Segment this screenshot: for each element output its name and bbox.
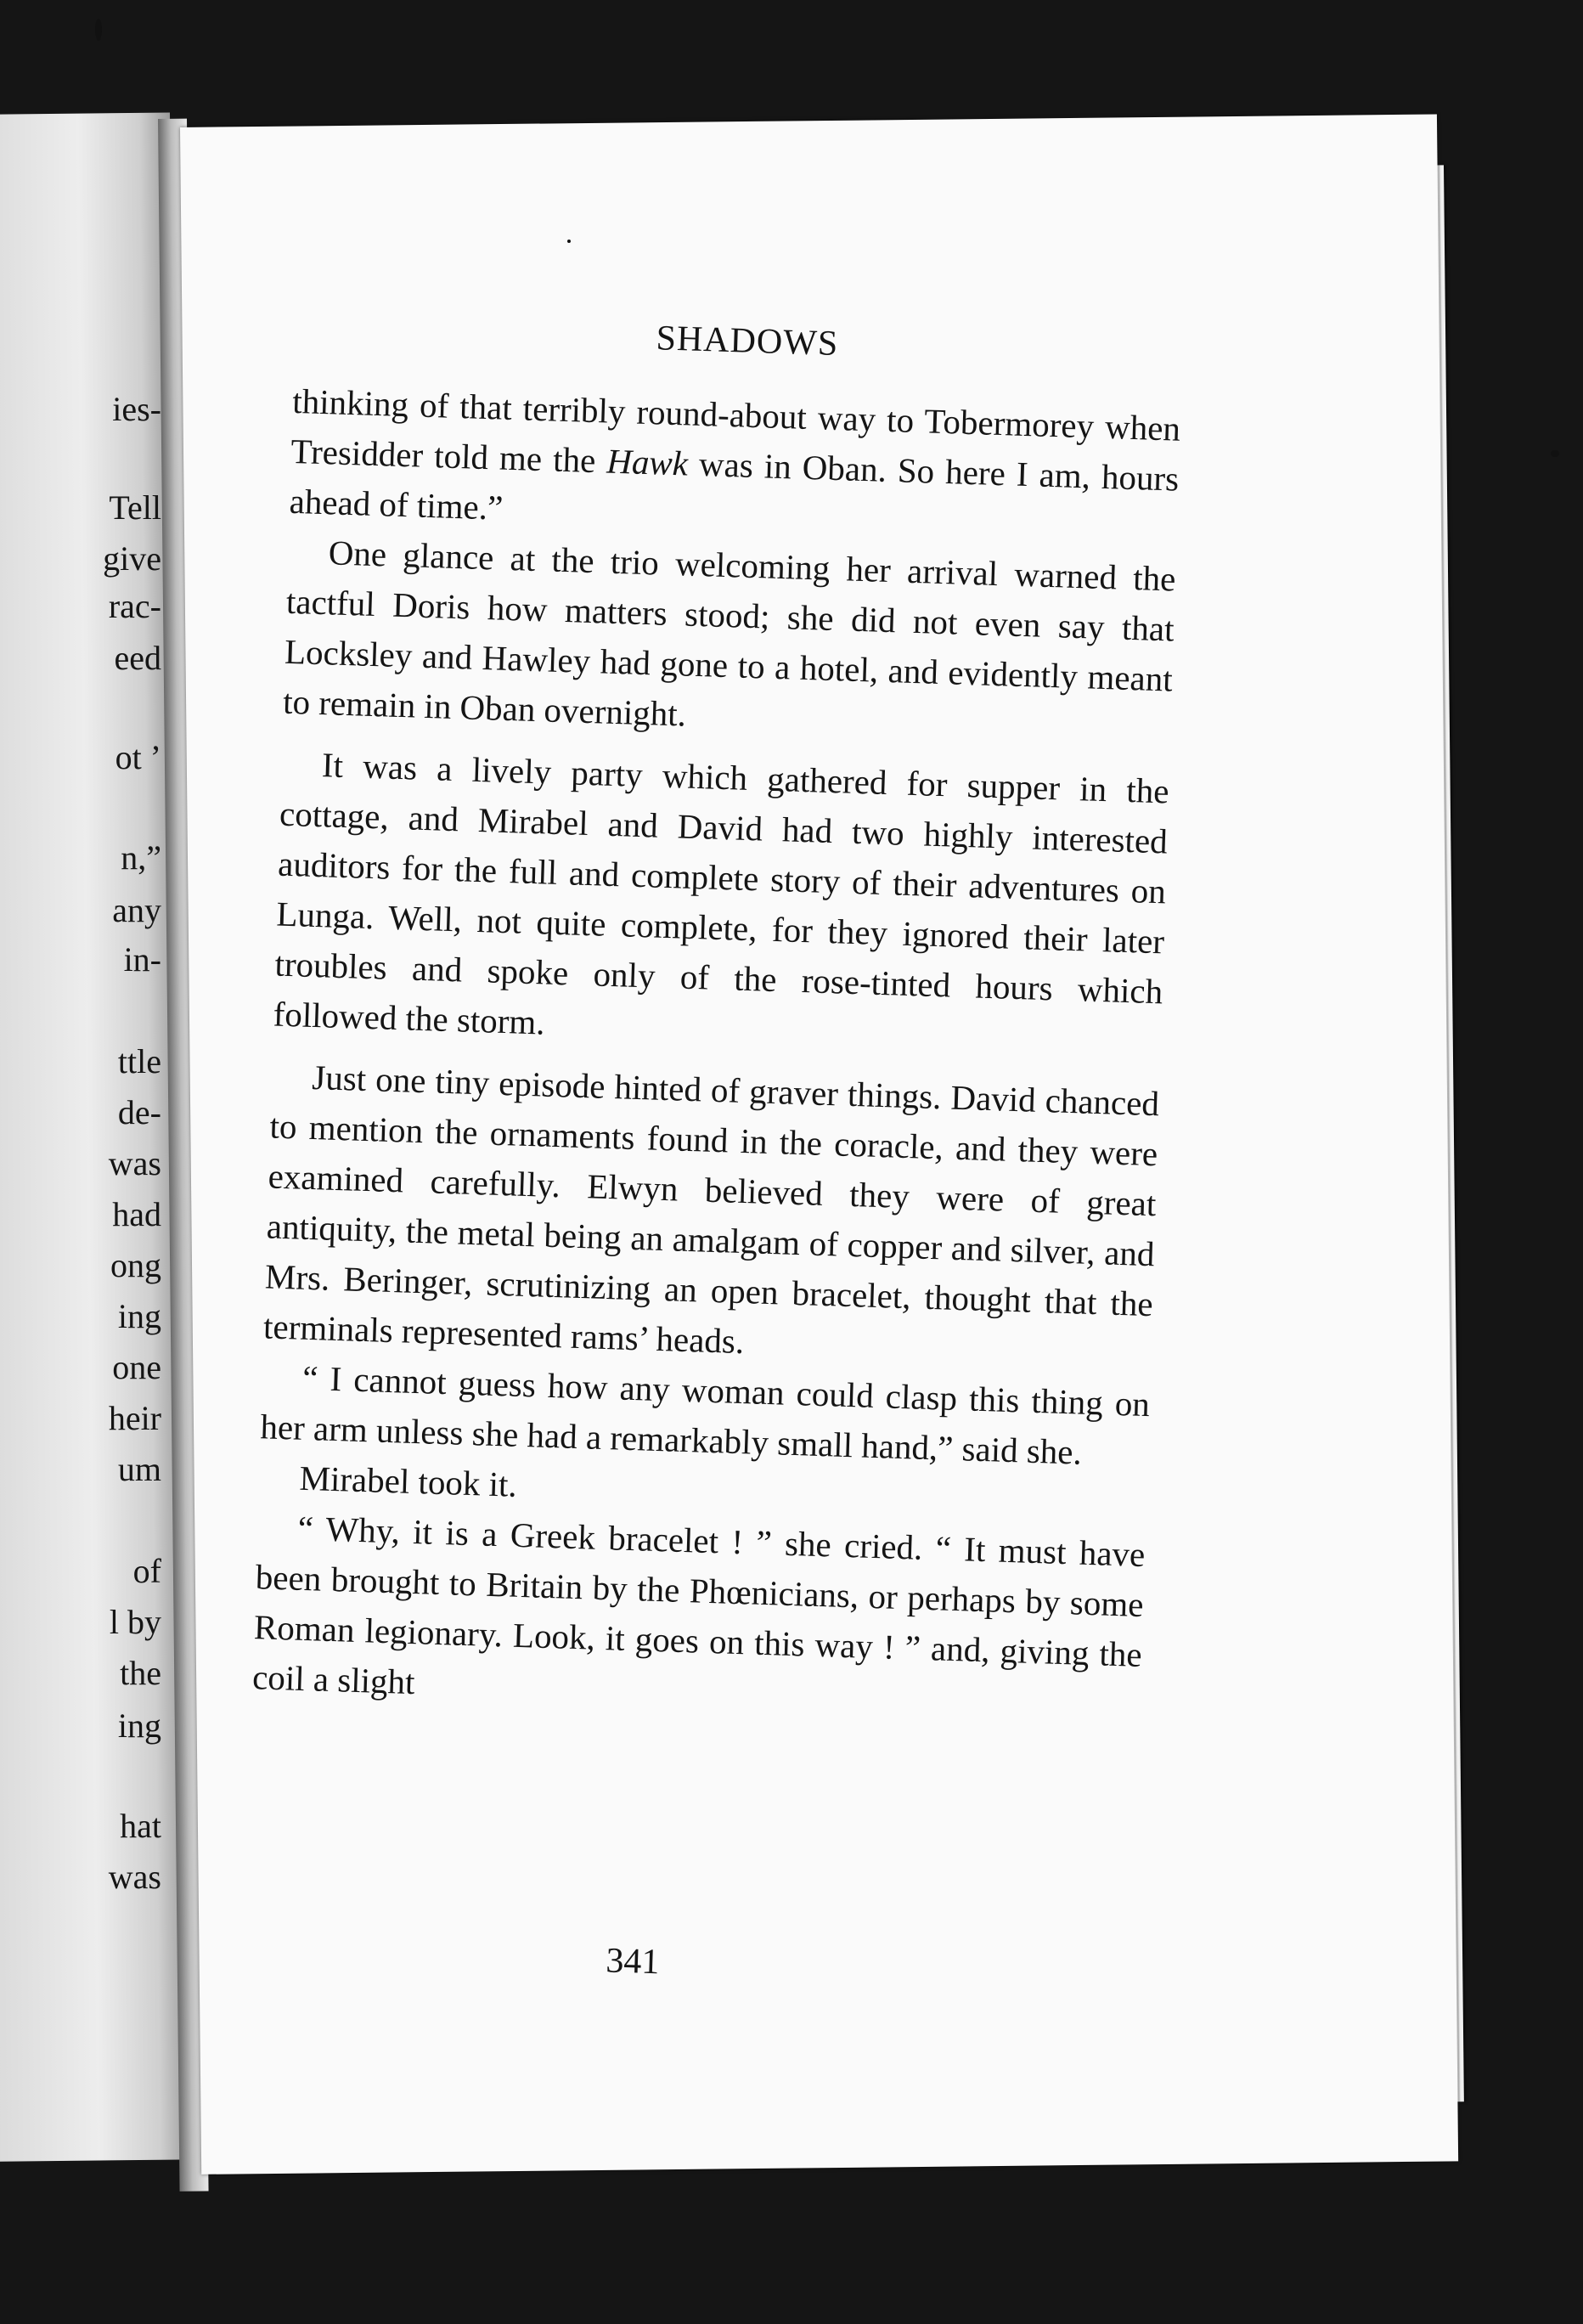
facing-page-fragment: rac- bbox=[108, 587, 161, 625]
facing-page-fragment: had bbox=[112, 1195, 161, 1233]
running-head: SHADOWS bbox=[655, 319, 839, 364]
facing-page-fragment: de- bbox=[117, 1093, 161, 1131]
paragraph bbox=[273, 739, 1170, 1068]
facing-page-fragment: ttle bbox=[117, 1042, 161, 1080]
facing-page-fragment: of bbox=[132, 1552, 161, 1590]
facing-page-fragment: was bbox=[108, 1144, 161, 1182]
facing-page-fragment: ong bbox=[110, 1246, 161, 1284]
paragraph-text: Just one tiny episode hinted of graver things. David chanced to mention the ornaments found in the coracle, and they were examined carefully. Elwyn believed they were of great antiquity, the metal being an amalgam of copper and silver, and Mrs. Beringer, scrutinizing an open bracelet, thought that the terminals represented rams’ heads. bbox=[262, 1057, 1160, 1362]
scan-speck bbox=[95, 19, 102, 41]
paragraph-text: One glance at the trio welcoming her arrival warned the tactful Doris how matters stood; she did not even say that Locksley and Hawley had gone to a hotel, and evidently meant to remain in Oban overnight. bbox=[282, 533, 1177, 734]
facing-page-fragment: in- bbox=[123, 940, 161, 979]
paragraph-text: thinking of that terribly round-about way to Tobermorey when Tresidder told me the bbox=[290, 381, 1181, 481]
paragraph-text: “ Why, it is a Greek bracelet ! ” she cried. “ It must have been brought to Britain by the Phœnicians, or perhaps by some Roman legionary. Look, it goes on this way ! ” and, giving the coil a slight bbox=[251, 1508, 1146, 1702]
facing-page-fragment: ies- bbox=[112, 390, 161, 428]
facing-page-fragment: um bbox=[117, 1450, 161, 1488]
paragraph-text: Mirabel took it. bbox=[298, 1458, 518, 1504]
facing-page-fragment: give bbox=[103, 539, 161, 578]
facing-page-fragment: n,” bbox=[121, 838, 161, 877]
paragraph bbox=[282, 527, 1176, 755]
scan-speck bbox=[1551, 450, 1559, 457]
body-text bbox=[251, 376, 1181, 1730]
facing-page-fragment: hat bbox=[120, 1807, 161, 1845]
facing-page-fragment: one bbox=[112, 1348, 161, 1386]
facing-page-fragment: the bbox=[120, 1654, 161, 1692]
facing-page-fragment: l by bbox=[109, 1603, 161, 1641]
facing-page-fragment: ot ’ bbox=[115, 738, 161, 776]
italic-ship-name: Hawk bbox=[606, 441, 689, 483]
facing-page-fragment: ing bbox=[117, 1297, 161, 1335]
page-number: 341 bbox=[605, 1941, 661, 1983]
paragraph-text: It was a lively party which gathered for supper in the cottage, and Mirabel and David had two highly interested auditors for the full and complete story of their adventures on Lunga. Well, not quite complete, for they ignored their later troubles and spoke only of the rose-tinted hours which followed the storm. bbox=[273, 745, 1170, 1042]
paragraph bbox=[262, 1051, 1160, 1379]
facing-page-fragment: ing bbox=[117, 1706, 161, 1745]
scan-speck bbox=[567, 240, 571, 243]
facing-page-fragment: any bbox=[112, 891, 161, 929]
facing-page-fragment: heir bbox=[108, 1399, 161, 1437]
facing-page-fragment: was bbox=[108, 1858, 161, 1896]
paragraph-text: was in Oban. So here I am, hours ahead of time.” bbox=[289, 443, 1180, 527]
facing-page-fragment: eed bbox=[114, 639, 161, 677]
paragraph-text: “ I cannot guess how any woman could clasp this thing on her arm unless she had a remarkably small hand,” said she. bbox=[259, 1357, 1151, 1472]
paragraph bbox=[251, 1502, 1146, 1730]
facing-page-fragment: Tell bbox=[109, 488, 161, 527]
paragraph bbox=[289, 376, 1181, 555]
